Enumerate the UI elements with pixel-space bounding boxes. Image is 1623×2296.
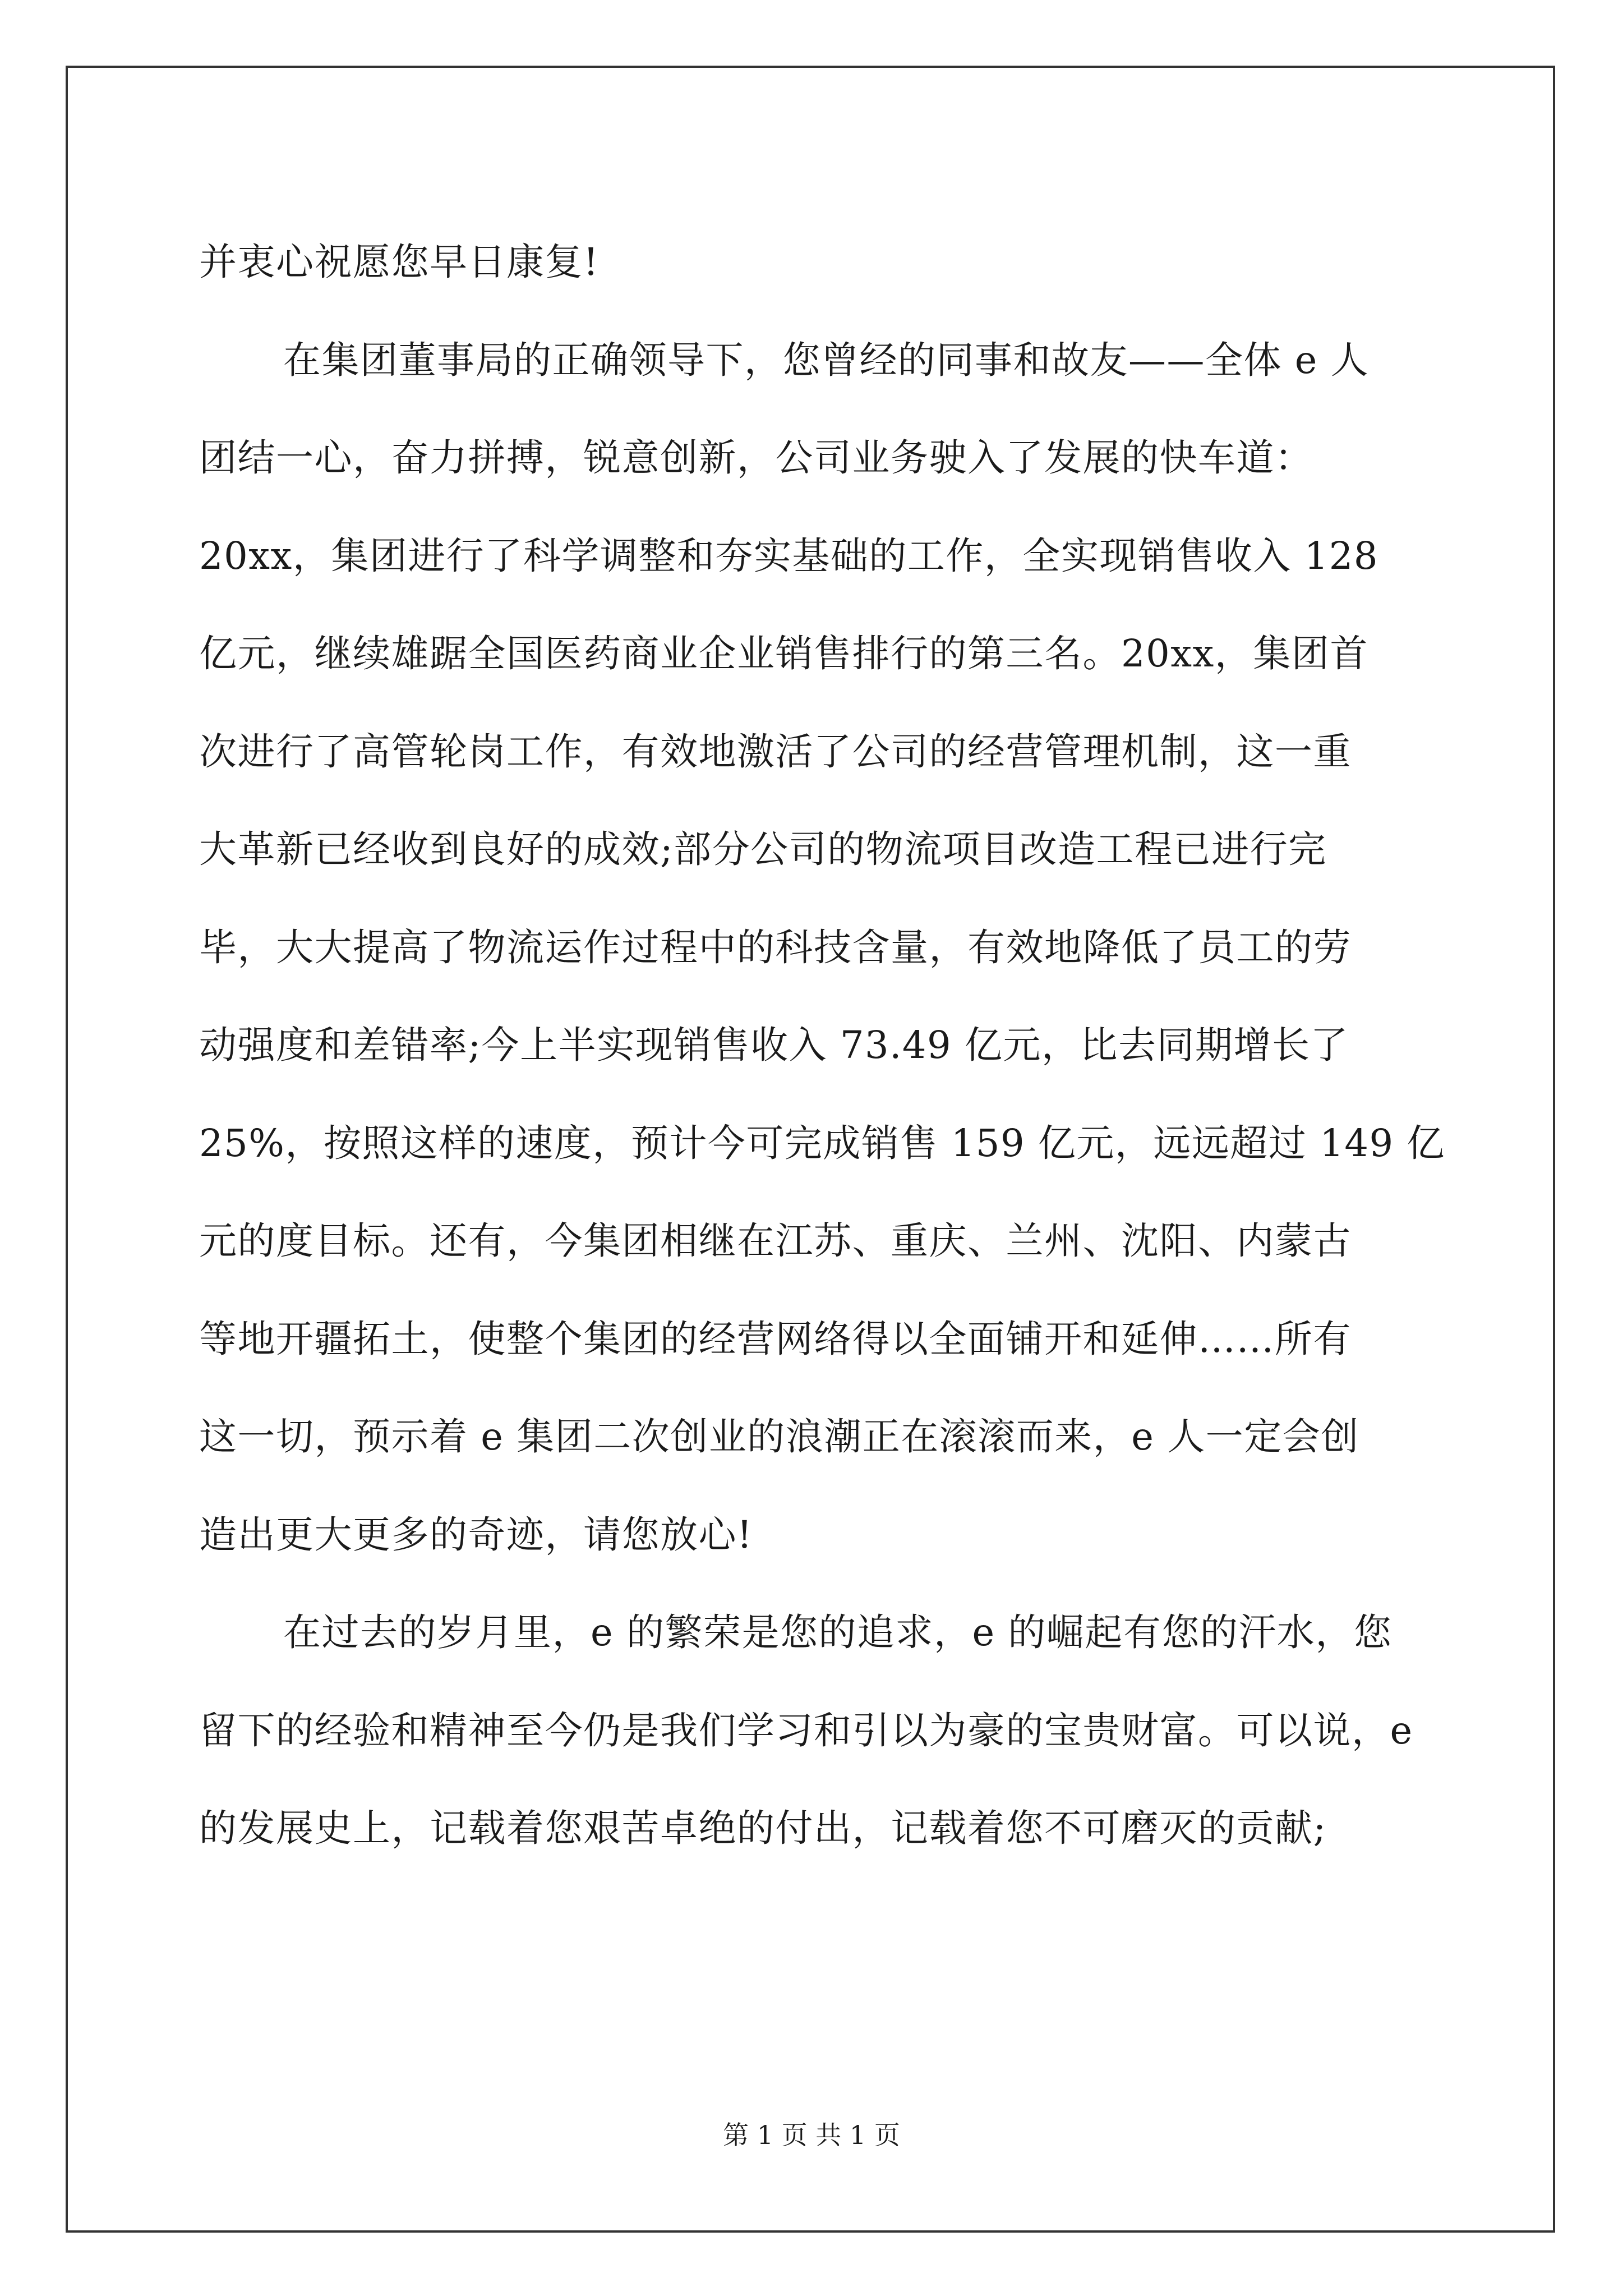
text-line-6: 次进行了高管轮岗工作，有效地激活了公司的经营管理机制，这一重 (199, 729, 1352, 774)
document-body (199, 213, 1483, 1878)
text-line-11: 元的度目标。还有，今集团相继在江苏、重庆、兰州、沈阳、内蒙古 (199, 1219, 1352, 1263)
text-line-16: 留下的经验和精神至今仍是我们学习和引以为豪的宝贵财富。可以说，e (199, 1708, 1413, 1752)
text-line-4: 20xx，集团进行了科学调整和夯实基础的工作，全实现销售收入 128 (199, 533, 1379, 578)
text-line-10: 25%，按照这样的速度，预计今可完成销售 159 亿元，远远超过 149 亿 (199, 1121, 1445, 1165)
page-footer: 第 1 页 共 1 页 (723, 2120, 900, 2150)
text-line-3: 团结一心，奋力拼搏，锐意创新，公司业务驶入了发展的快车道： (199, 436, 1313, 480)
text-line-14: 造出更大更多的奇迹，请您放心! (199, 1512, 753, 1557)
text-line-5: 亿元，继续雄踞全国医药商业企业销售排行的第三名。20xx，集团首 (199, 632, 1368, 675)
text-line-7: 大革新已经收到良好的成效;部分公司的物流项目改造工程已进行完 (199, 827, 1327, 871)
text-line-12: 等地开疆拓土，使整个集团的经营网络得以全面铺开和延伸……所有 (199, 1317, 1352, 1361)
text-line-17: 的发展史上，记载着您艰苦卓绝的付出，记载着您不可磨灭的贡献; (199, 1806, 1327, 1850)
text-line-15: 在过去的岁月里，e 的繁荣是您的追求，e 的崛起有您的汗水，您 (283, 1611, 1393, 1654)
text-line-13: 这一切，预示着 e 集团二次创业的浪潮正在滚滚而来，e 人一定会创 (199, 1415, 1359, 1458)
text-line-8: 毕，大大提高了物流运作过程中的科技含量，有效地降低了员工的劳 (199, 925, 1352, 969)
text-line-1: 并衷心祝愿您早日康复! (199, 240, 600, 284)
text-line-2: 在集团董事局的正确领导下，您曾经的同事和故友——全体 e 人 (283, 338, 1370, 382)
text-line-9: 动强度和差错率;今上半实现销售收入 73.49 亿元，比去同期增长了 (199, 1023, 1349, 1067)
